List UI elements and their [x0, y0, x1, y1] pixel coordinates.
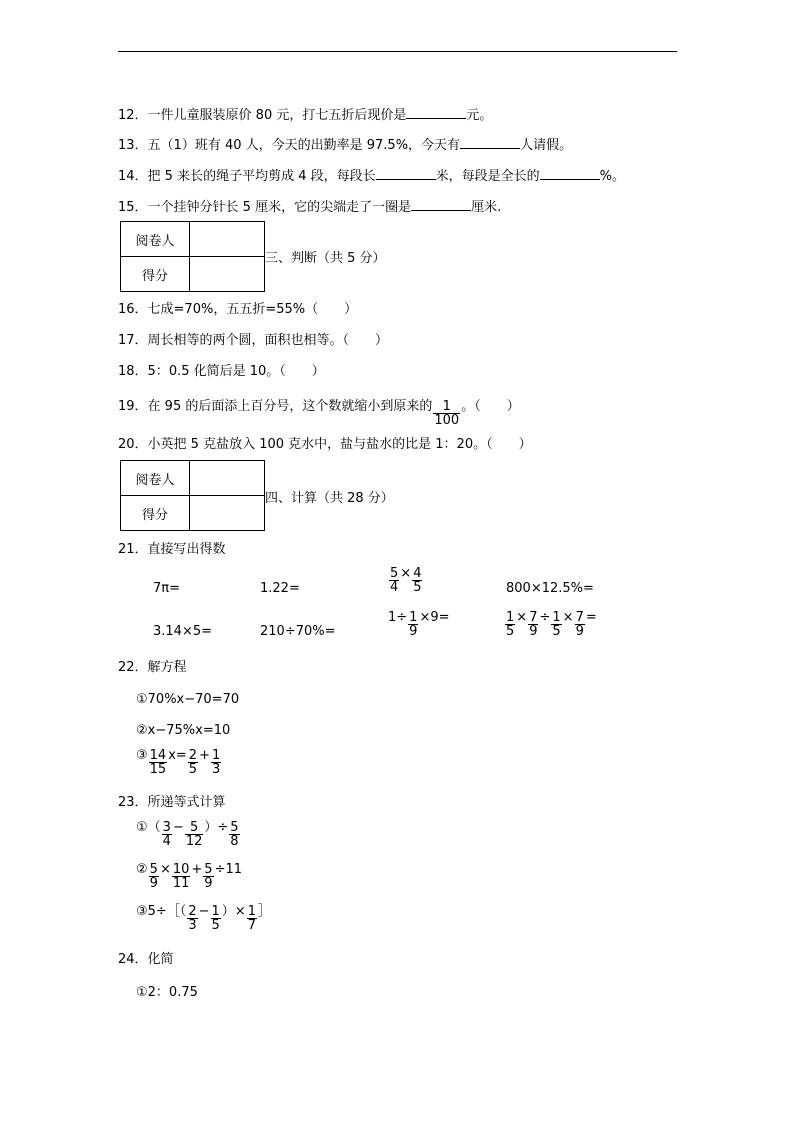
section-title: 四、计算（共 28 分） [265, 491, 394, 506]
question-17: 17．周长相等的两个圆，面积也相等。（ ） [118, 333, 389, 348]
question-20: 20．小英把 5 克盐放入 100 克水中，盐与盐水的比是 1：20。（ ） [118, 437, 532, 452]
points-label: 得分 [121, 257, 190, 292]
question-12: 12．一件儿童服装原价 80 元，打七五折后现价是 元。 [118, 108, 493, 123]
question-21-title: 21．直接写出得数 [118, 542, 226, 557]
expr: 3.14×5= [153, 624, 213, 639]
equation: ③5÷［（ $\frac{2}{3}$ − $\frac{1}{5}$ ）× $\frac{1}{7}$ ］ [136, 904, 271, 933]
score-table [120, 460, 265, 531]
equation: ②x−75%x=10 [136, 723, 231, 738]
expr: $\frac{1}{5}$ × $\frac{7}{9}$ ÷ $\frac{1}{5}$ × $\frac{7}{9}$ = [506, 610, 597, 639]
question-13: 13．五（1）班有 40 人，今天的出勤率是 97.5%，今天有 人请假。 [118, 138, 573, 153]
score-table [120, 221, 265, 292]
answer-blank[interactable] [411, 198, 471, 211]
question-24-title: 24．化简 [118, 952, 174, 967]
question-23-title: 23．所递等式计算 [118, 795, 226, 810]
points-cell[interactable] [190, 257, 265, 292]
question-16: 16．七成=70%，五五折=55%（ ） [118, 302, 358, 317]
question-14: 14．把 5 来长的绳子平均剪成 4 段，每段长 米，每段是全长的 %。 [118, 169, 625, 184]
equation: ①70%x−70=70 [136, 692, 240, 707]
reviewer-cell[interactable] [190, 461, 265, 496]
expr: 1.22= [260, 581, 300, 596]
equation: ③ $\frac{14}{15}$ x= $\frac{2}{5}$ + $\frac{1}{3}$ [136, 748, 221, 777]
fraction: $\frac{1}{100}$ [434, 399, 460, 428]
expr: 1÷ $\frac{1}{9}$ ×9= [388, 610, 450, 639]
question-18: 18．5：0.5 化简后是 10。（ ） [118, 364, 325, 379]
equation: ①2：0.75 [136, 985, 198, 1000]
reviewer-label: 阅卷人 [121, 222, 190, 257]
answer-blank[interactable] [406, 106, 466, 119]
answer-blank[interactable] [460, 136, 520, 149]
answer-blank[interactable] [376, 167, 436, 180]
expr: $\frac{5}{4}$ × $\frac{4}{5}$ [390, 566, 422, 595]
equation: ①（ $\frac{3}{4}$ − $\frac{5}{12}$ ）÷ $\frac{5}{8}$ [136, 820, 239, 849]
points-cell[interactable] [190, 496, 265, 531]
question-22-title: 22．解方程 [118, 660, 187, 675]
reviewer-label: 阅卷人 [121, 461, 190, 496]
header-rule [118, 51, 677, 52]
answer-blank[interactable] [540, 167, 600, 180]
expr: 7π= [153, 581, 180, 596]
question-15: 15．一个挂钟分针长 5 厘米，它的尖端走了一圈是 厘米. [118, 200, 502, 215]
section-title: 三、判断（共 5 分） [265, 251, 386, 266]
expr: 210÷70%= [260, 624, 336, 639]
expr: 800×12.5%= [506, 581, 594, 596]
points-label: 得分 [121, 496, 190, 531]
equation: ② $\frac{5}{9}$ × $\frac{10}{11}$ + $\frac{5}{9}$ ÷11 [136, 862, 243, 891]
reviewer-cell[interactable] [190, 222, 265, 257]
question-19: 19．在 95 的后面添上百分号，这个数就缩小到原来的 $\frac{1}{100}$ 。（ ） [118, 399, 520, 428]
